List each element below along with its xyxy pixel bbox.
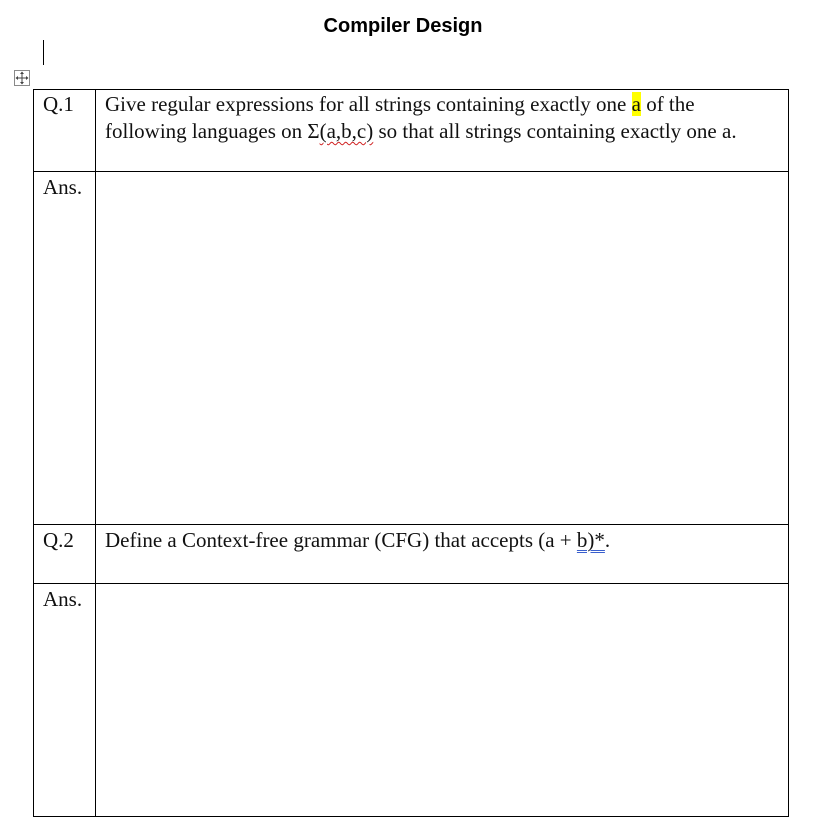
- question-number-cell[interactable]: [34, 525, 96, 584]
- document-title: Compiler Design: [323, 15, 483, 37]
- answer-area[interactable]: [96, 584, 789, 817]
- grammar-flagged-text[interactable]: b)*: [576, 528, 605, 552]
- answer-area[interactable]: [96, 172, 789, 525]
- question-text-cell[interactable]: [96, 525, 789, 584]
- question-number: Q.2: [43, 528, 74, 552]
- answer-label-cell[interactable]: [34, 584, 96, 817]
- table-row: [34, 90, 789, 172]
- question-answer-table: [33, 89, 789, 817]
- question-text-cell[interactable]: [96, 90, 789, 172]
- table-move-handle[interactable]: [14, 70, 30, 86]
- answer-label: Ans.: [43, 587, 83, 611]
- question-number-cell[interactable]: [34, 90, 96, 172]
- text-cursor: [43, 40, 44, 65]
- table-row: [34, 525, 789, 584]
- question-number: Q.1: [43, 92, 74, 116]
- answer-label-cell[interactable]: [34, 172, 96, 525]
- answer-label: Ans.: [43, 175, 83, 199]
- move-arrows-icon: [15, 71, 29, 85]
- table-row: [34, 172, 789, 525]
- spelling-flagged-text[interactable]: (a,b,c): [319, 119, 374, 143]
- highlighted-text: a: [631, 92, 641, 116]
- question-text: Define a Context-free grammar (CFG) that accepts (a + b)*.: [105, 528, 611, 552]
- table-row: [34, 584, 789, 817]
- question-text: Give regular expressions for all strings containing exactly one a of the following languages on Σ(a,b,c) so that all strings containing exactly one a.: [105, 92, 737, 143]
